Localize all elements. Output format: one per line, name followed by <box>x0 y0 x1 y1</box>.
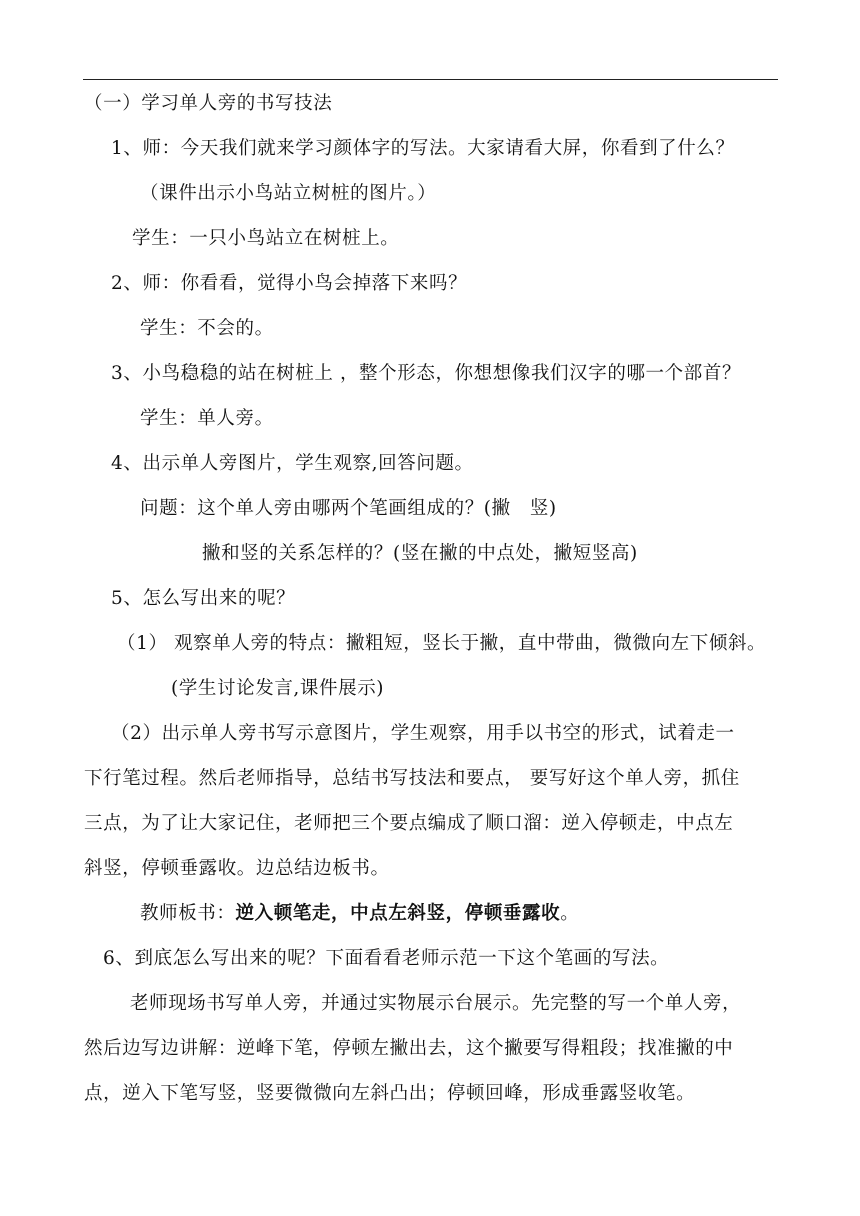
paragraph-1-student: 学生：一只小鸟站立在树桩上。 <box>132 228 400 249</box>
paragraph-6-line: 然后边写边讲解：逆峰下笔，停顿左撇出去，这个撇要写得粗段；找准撇的中 <box>84 1038 734 1059</box>
header-rule <box>83 79 778 80</box>
paragraph-5-item-2-line: 三点，为了让大家记住，老师把三个要点编成了顺口溜：逆入停顿走，中点左 <box>84 813 734 834</box>
board-text: 逆入顿笔走，中点左斜竖，停顿垂露收 <box>235 903 561 924</box>
paragraph-2-student: 学生：不会的。 <box>140 318 274 339</box>
paragraph-2: 2、师：你看看，觉得小鸟会掉落下来吗？ <box>111 273 468 294</box>
paragraph-6-line: 老师现场书写单人旁，并通过实物展示台展示。先完整的写一个单人旁， <box>130 993 742 1014</box>
paragraph-6-line: 点，逆入下笔写竖，竖要微微向左斜凸出；停顿回峰，形成垂露竖收笔。 <box>84 1083 696 1104</box>
board-writing <box>140 901 579 927</box>
paragraph-4-question-1: 问题：这个单人旁由哪两个笔画组成的？(撇 竖) <box>140 498 557 519</box>
paragraph-4-question-2: 撇和竖的关系怎样的？(竖在撇的中点处，撇短竖高) <box>202 543 638 564</box>
paragraph-1: 1、师：今天我们就来学习颜体字的写法。大家请看大屏，你看到了什么？ <box>111 138 735 159</box>
paragraph-5-item-2-line: （2）出示单人旁书写示意图片，学生观察，用手以书空的形式，试着走一 <box>111 723 735 744</box>
paragraph-3: 3、小鸟稳稳的站在树桩上 ，整个形态，你想想像我们汉字的哪一个部首？ <box>111 363 742 384</box>
paragraph-3-student: 学生：单人旁。 <box>140 408 274 429</box>
paragraph-5: 5、怎么写出来的呢？ <box>111 588 296 609</box>
paragraph-5-item-2-line: 斜竖，停顿垂露收。边总结边板书。 <box>84 858 390 879</box>
board-label: 教师板书： <box>140 903 236 924</box>
paragraph-6: 6、到底怎么写出来的呢？下面看看老师示范一下这个笔画的写法。 <box>103 948 670 969</box>
paragraph-1-note: （课件出示小鸟站立树桩的图片。） <box>140 183 437 204</box>
paragraph-5-item-2-line: 下行笔过程。然后老师指导，总结书写技法和要点， 要写好这个单人旁，抓住 <box>84 768 740 789</box>
section-title: （一）学习单人旁的书写技法 <box>84 93 333 114</box>
paragraph-5-item-1-note: (学生讨论发言,课件展示) <box>171 678 385 699</box>
paragraph-4: 4、出示单人旁图片，学生观察,回答问题。 <box>111 453 474 474</box>
paragraph-5-item-1: （1） 观察单人旁的特点：撇粗短，竖长于撇，直中带曲，微微向左下倾斜。 <box>117 633 767 654</box>
board-end: 。 <box>560 903 580 924</box>
